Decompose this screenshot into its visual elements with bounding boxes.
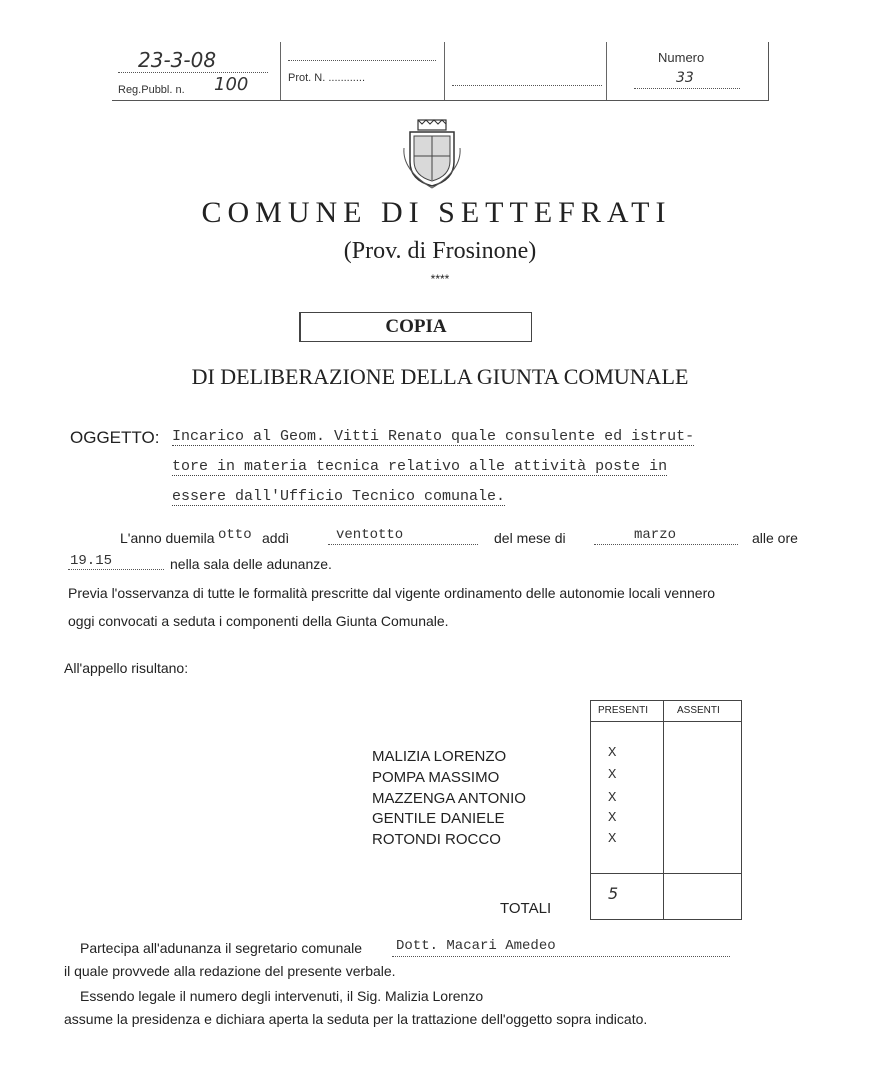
appello-label: All'appello risultano: [64, 660, 189, 676]
presente-mark: X [608, 810, 617, 826]
prot-cell [280, 42, 445, 100]
stars-divider: **** [430, 272, 450, 286]
blank-dotline [452, 85, 602, 86]
numero-dotline [634, 88, 740, 89]
totals-divider [591, 873, 741, 874]
addi-value: ventotto [336, 527, 404, 543]
numero-value: 33 [676, 70, 694, 86]
blank-cell [444, 42, 607, 100]
totale-presenti: 5 [608, 884, 619, 903]
mese-value: marzo [634, 527, 677, 543]
previa-line-1: Previa l'osservanza di tutte le formalità prescritte dal vigente ordinamento delle autonomie locali vennero [68, 585, 716, 601]
oggetto-label: OGGETTO: [70, 428, 160, 447]
ore-dotline [68, 569, 164, 570]
sala-text: nella sala delle adunanze. [170, 556, 332, 572]
prot-dotline [288, 60, 436, 61]
segretario-dotline [392, 956, 730, 957]
oggetto-line-2: tore in materia tecnica relativo alle attività poste in [172, 458, 668, 475]
numero-label: Numero [658, 50, 705, 65]
anno-value: otto [218, 527, 252, 543]
mese-dotline [594, 544, 738, 545]
col-assenti: ASSENTI [677, 705, 720, 716]
copia-label: COPIA [299, 312, 532, 342]
header-divider [591, 721, 741, 722]
segretario-name: Dott. Macari Amedeo [396, 938, 556, 954]
col-presenti: PRESENTI [598, 705, 649, 716]
member-name: ROTONDI ROCCO [372, 831, 501, 848]
province: (Prov. di Frosinone) [343, 238, 537, 264]
presente-mark: X [608, 767, 617, 783]
ore-label: alle ore [752, 530, 798, 546]
presente-mark: X [608, 831, 617, 847]
deliberazione-title: DI DELIBERAZIONE DELLA GIUNTA COMUNALE [191, 364, 689, 389]
prot-label: Prot. N. ............ [288, 72, 366, 84]
member-name: POMPA MASSIMO [372, 769, 500, 786]
reg-pubbl-value: 100 [214, 74, 249, 95]
oggetto-line-3: essere dall'Ufficio Tecnico comunale. [172, 488, 506, 505]
anno-label: L'anno duemila [120, 530, 215, 546]
member-name: MAZZENGA ANTONIO [372, 790, 526, 807]
redazione-text: il quale provvede alla redazione del presente verbale. [64, 963, 396, 979]
column-divider [663, 701, 664, 919]
previa-line-2: oggi convocati a seduta i componenti della Giunta Comunale. [68, 613, 449, 629]
presente-mark: X [608, 745, 617, 761]
reg-pubbl-label: Reg.Pubbl. n. [118, 84, 185, 96]
assume-text: assume la presidenza e dichiara aperta la seduta per la trattazione dell'oggetto sopra indicato. [64, 1011, 648, 1027]
addi-dotline [328, 544, 478, 545]
mese-label: del mese di [494, 530, 566, 546]
date-dotline [118, 72, 268, 73]
member-name: GENTILE DANIELE [372, 810, 505, 827]
totali-label: TOTALI [500, 900, 552, 917]
member-name: MALIZIA LORENZO [372, 748, 507, 765]
partecipa-text: Partecipa all'adunanza il segretario comunale [80, 940, 363, 956]
oggetto-line-1: Incarico al Geom. Vitti Renato quale consulente ed istrut- [172, 428, 695, 445]
comune-title: COMUNE DI SETTEFRATI [201, 196, 672, 229]
presente-mark: X [608, 790, 617, 806]
addi-label: addì [262, 530, 290, 546]
municipal-crest-icon [400, 118, 464, 190]
ore-value: 19.15 [70, 553, 113, 569]
registration-date: 23-3-08 [138, 48, 217, 72]
essendo-text: Essendo legale il numero degli intervenuti, il Sig. Malizia Lorenzo [80, 988, 484, 1004]
